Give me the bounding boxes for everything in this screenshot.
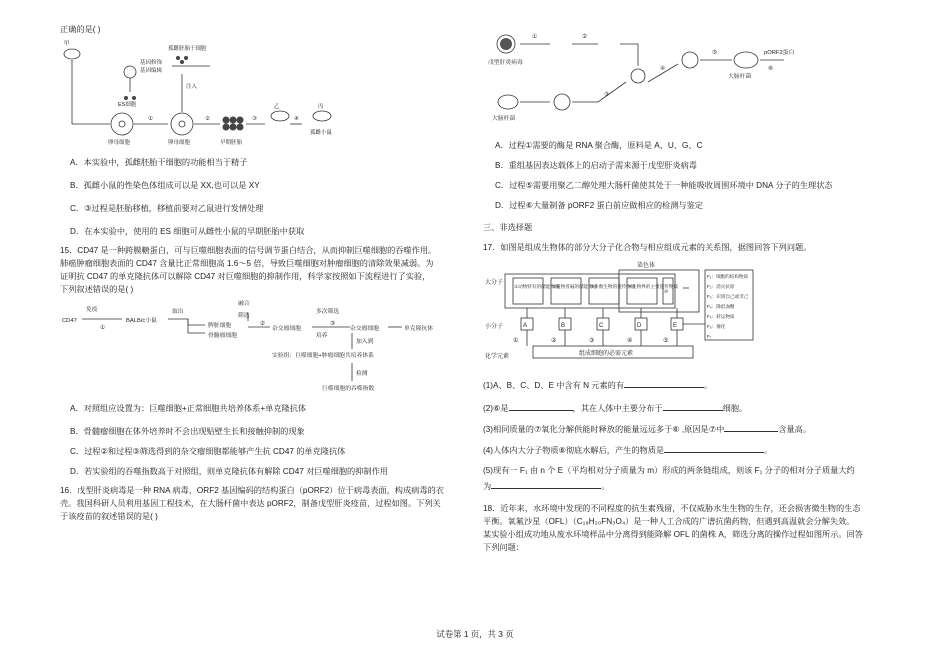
fig15-label-8: 杂交瘤细胞	[272, 326, 301, 332]
fig17-func-5: F₅：转运物质	[707, 314, 735, 319]
q16-line-1: 壳。我国科研人员利用基因工程技术，在大肠杆菌中表达 pORF2，制备戊型肝炎疫苗，过程如图。下列关	[60, 499, 441, 508]
fig14-step-2: ③	[252, 116, 257, 122]
fig15-label-6: 融合	[238, 301, 250, 307]
fig17-box-2: ②植物普遍的储能物质	[552, 284, 598, 289]
fig14-label-10: 孤雌小鼠	[310, 130, 333, 136]
fig16-label-3: pORF2蛋白	[764, 50, 795, 56]
q16-option-d: D．过程⑥大量制备 pORF2 蛋白前应做相应的检测与鉴定	[495, 201, 703, 210]
q16-option-b: B．重组基因表达载体上的启动子需来源于戊型肝炎病毒	[495, 161, 697, 170]
q17-item-2: (2)⑥是 ，其在人体中主要分布于 细胞。	[483, 401, 747, 415]
fig14-label-3: 孤雌胚胎干细胞	[168, 46, 207, 52]
answer-blank[interactable]	[724, 422, 778, 432]
q17-item-4: (4)人体内大分子物质⑧彻底水解后，产生的物质是 。	[483, 443, 772, 457]
q15-line-2: 证明抗 CD47 的单克隆抗体可以解除 CD47 对巨噬细胞的抑制作用，科学家按照如下流程进行了实验，	[60, 272, 431, 281]
fig17-small-e: E	[673, 323, 678, 329]
q18-line-2: 某实验小组成功地从废水环境样品中分离得到能降解 OFL 的菌株 A，筛选分离的操作过程如图所示。回答	[483, 530, 863, 539]
fig16-step-2: ③	[604, 92, 610, 98]
fig14-step-1: ②	[205, 116, 210, 122]
q15-line-0: 15．CD47 是一种跨膜糖蛋白，可与巨噬细胞表面的信号调节蛋白结合，从而抑制巨噬细胞的吞噬作用。	[60, 246, 437, 255]
q17-item-3: (3)相同质量的⑦氧化分解供能时释放的能量远远多于⑥ ,原因是⑦中 含量高。	[483, 422, 811, 436]
fig17-elements: 组成细胞的必需元素	[579, 351, 634, 357]
fig17-func-1: F₁：细胞的结构物质	[707, 274, 749, 279]
fig15-step-0: ①	[100, 325, 106, 331]
answer-blank[interactable]	[509, 401, 573, 411]
fig14-label-2: 基因编辑	[140, 68, 163, 74]
fig17-diagram	[483, 258, 813, 366]
q14-option-c: C．③过程是胚胎移植，移植前要对乙鼠进行发情处理	[70, 204, 264, 213]
fig17-step-3: ④	[627, 338, 633, 344]
q15-option-a: A．对照组应设置为：巨噬细胞+正常细胞共培养体系+单克隆抗体	[70, 404, 307, 413]
page-footer: 试卷第 1 页，共 3 页	[436, 629, 514, 639]
fig15-label-13: 加入到	[356, 339, 374, 345]
answer-blank[interactable]	[664, 443, 764, 453]
fig15-label-12: 单克隆抗体	[404, 326, 433, 332]
q18-line-3: 下列问题：	[483, 543, 524, 552]
fig14-label-7: 早期胚胎	[220, 140, 243, 146]
fig15-label-16: 巨噬细胞的吞噬指数	[322, 386, 375, 392]
fig17-box-1: ①动物特有的储能物质	[514, 284, 560, 289]
fig14-label-6: 卵母细胞	[168, 140, 191, 146]
fig14-label-11: 注入	[186, 84, 198, 90]
fig14-label-1: 基因修饰	[140, 60, 163, 66]
q17-item-1: (1)A、B、C、D、E 中含有 N 元素的有 。	[483, 378, 712, 392]
fig16-label-0: 戊型肝炎病毒	[488, 60, 523, 66]
fig17-chromosome: 染色体	[637, 263, 656, 269]
fig17-small-c: C	[599, 323, 604, 329]
fig14-label-5: 卵母细胞	[108, 140, 131, 146]
q17-stem: 17．如图是组成生物体的部分大分子化合物与相应组成元素的关系图，据图回答下列问题。	[483, 243, 812, 252]
fig17-func-2: F₂：消灭抗原	[707, 284, 735, 289]
q17-item-5b: 为 。	[483, 479, 609, 493]
answer-blank[interactable]	[491, 479, 601, 489]
fig17-step-4: ⑤	[663, 338, 669, 344]
q14-option-a: A．本实验中，孤雌胚胎干细胞的功能相当于精子	[70, 158, 248, 167]
fig17-func-3: F₃：识别自己或非己	[707, 294, 749, 299]
q15-line-3: 下列叙述错误的是( )	[60, 285, 134, 294]
fig16-label-2: 大肠杆菌	[728, 74, 752, 80]
fig14-step-0: ①	[148, 116, 153, 122]
fig16-step-3: ④	[660, 66, 666, 72]
fig14-diagram	[60, 36, 380, 146]
fig15-label-5: 骨髓瘤细胞	[208, 333, 237, 339]
fig17-box-4: ④生物界的主要遗传物质	[628, 284, 679, 289]
q14-option-d: D．在本实验中，使用的 ES 细胞可从雌性小鼠的早期胚胎中获取	[70, 227, 305, 236]
fig14-step-3: ④	[294, 116, 299, 122]
fig15-label-3: 取出	[172, 309, 184, 315]
fig16-step-1: ②	[582, 34, 588, 40]
fig14-label-9: 丙	[318, 104, 324, 110]
fig16-step-5: ⑥	[768, 66, 774, 72]
q15-line-1: 肺癌肿瘤细胞表面的 CD47 含量比正常细胞高 1.6～5 倍，导致巨噬细胞对肿瘤细胞的清除效果减弱。为	[60, 259, 434, 268]
fig17-small-d: D	[637, 323, 642, 329]
answer-blank[interactable]	[624, 378, 704, 388]
q16-line-2: 于该疫苗的叙述错误的是( )	[60, 512, 158, 521]
fig15-label-14: 实验组：巨噬细胞+肿瘤细胞共培养体系	[272, 353, 374, 359]
fig15-label-1: CD47	[62, 318, 77, 324]
q18-line-0: 18．近年来，水环境中发现的不同程度的抗生素残留，不仅威胁水生生物的生存，还会损害微生物的生态	[483, 504, 861, 513]
fig14-label-8: 乙	[274, 104, 280, 110]
q15-option-d: D．若实验组的吞噬指数高于对照组，则单克隆抗体有解除 CD47 对巨噬细胞的抑制作用	[70, 467, 388, 476]
section-3-heading: 三、非选择题	[483, 223, 533, 232]
fig17-func-6: F₆：催化	[707, 324, 726, 329]
q16-option-c: C．过程⑤需要用聚乙二醇处理大肠杆菌使其处于一种能吸收周围环境中 DNA 分子的生理状态	[495, 181, 833, 190]
q17-item-5: (5)现有一 F₁ 由 n 个 E（平均相对分子质量为 m）形成的两条链组成，则该 F₁ 分子的相对分子质量大约	[483, 466, 855, 475]
fig15-label-10: 培养	[316, 333, 328, 339]
fig15-label-15: 检测	[356, 371, 368, 377]
q14-option-b: B．孤雌小鼠的性染色体组成可以是 XX,也可以是 XY	[70, 181, 260, 190]
fig17-box-10: ⑩	[664, 289, 669, 294]
fig17-step-1: ②	[551, 338, 557, 344]
fig15-label-0: 免疫	[86, 307, 98, 313]
q18-line-1: 平衡。氧氟沙星（OFL）（C₁₈H₂₀FN₃O₄）是一种人工合成的广谱抗菌药物，但遇到高温就会分解失效。	[483, 517, 855, 526]
fig17-side-big: 大分子	[485, 280, 504, 286]
fig15-step-1: ②	[260, 321, 266, 327]
q16-option-a: A．过程①需要的酶是 RNA 聚合酶，原料是 A、U、G、C	[495, 141, 703, 150]
fig17-small-b: B	[561, 323, 566, 329]
fig15-label-9: 多次筛选	[316, 309, 340, 315]
answer-blank[interactable]	[663, 401, 723, 411]
fig17-side-small: 小分子	[485, 324, 504, 330]
fig16-diagram	[488, 24, 818, 134]
fig15-label-4: 脾脏细胞	[208, 323, 232, 329]
q15-option-b: B．骨髓瘤细胞在体外培养时不会出现贴壁生长和接触抑制的现象	[70, 427, 305, 436]
fig14-label-4: ES细胞	[118, 102, 137, 108]
fig15-label-7: 筛选	[238, 313, 250, 319]
fig17-func-4: F₄：降低血糖	[707, 304, 735, 309]
fig17-small-a: A	[523, 323, 528, 329]
q15-option-c: C．过程②和过程③筛选得到的杂交瘤细胞都能够产生抗 CD47 的单克隆抗体	[70, 447, 346, 456]
fig15-label-2: BALB/c小鼠	[126, 318, 157, 324]
fig16-step-4: ⑤	[712, 50, 718, 56]
fig15-flowchart	[60, 297, 460, 393]
fig17-step-0: ①	[513, 338, 519, 344]
q16-line-0: 16．戊型肝炎病毒是一种 RNA 病毒，ORF2 基因编码的结构蛋白（pORF2）位于病毒表面，构成病毒的衣	[60, 486, 444, 495]
fig15-label-11: 杂交瘤细胞	[350, 326, 379, 332]
fig14-label-0: 甲	[64, 41, 70, 47]
fig16-label-1: 大肠杆菌	[492, 116, 516, 122]
fig15-step-2: ③	[330, 321, 336, 327]
fig17-box-3: ③少数生物的遗传物质	[590, 284, 636, 289]
fig17-step-2: ③	[589, 338, 595, 344]
fig16-step-0: ①	[532, 34, 538, 40]
q14-intro: 正确的是( )	[60, 25, 101, 34]
fig17-func-7: F₇	[707, 334, 712, 339]
fig17-side-elem: 化学元素	[485, 354, 510, 360]
